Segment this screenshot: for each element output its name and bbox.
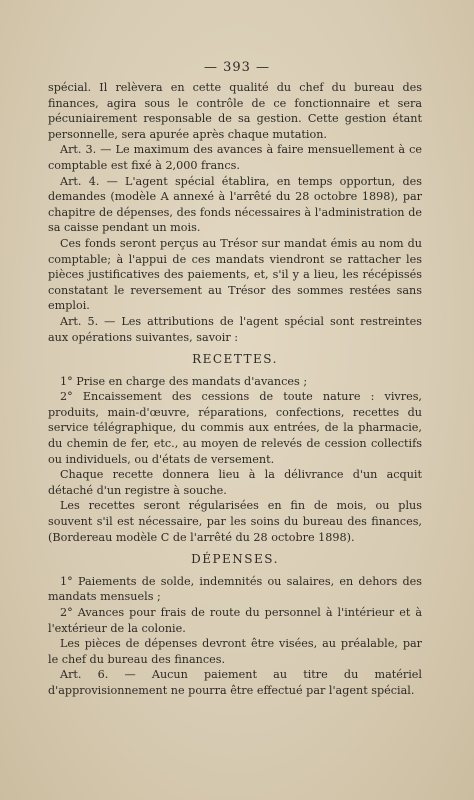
paragraph-recette-1: 1° Prise en charge des mandats d'avances ; — [60, 374, 308, 388]
paragraph-recette-2: 2° Encaissement des cessions de toute nature : vivres, produits, main-d'œuvre, réparations, confections, recettes du service télégraphique, du commis aux entrées, de la pharmacie, du chemin de fer, etc., au moyen de relevés de cession collectifs ou individuels, ou d'états de versement. — [48, 390, 422, 466]
paragraph-art-5: Art. 5. — Les attributions de l'agent spécial sont restreintes aux opérations suivantes, savoir : — [48, 314, 422, 344]
paragraph-depense-visa: Les pièces de dépenses devront être visées, au préalable, par le chef du bureau des finances. — [48, 637, 422, 666]
page-number: — 393 — — [203, 60, 271, 75]
paragraph-recette-acquit: Chaque recette donnera lieu à la délivrance d'un acquit détaché d'un registre à souche. — [48, 468, 422, 497]
body-text — [48, 80, 422, 699]
heading-recettes: RECETTES. — [192, 352, 278, 367]
paragraph-special: spécial. Il relèvera en cette qualité du chef du bureau des finances, agira sous le contrôle de ce fonctionnaire et sera pécuniairement responsable de sa gestion. Cette gestion étant personnelle, sera apurée après chaque mutation. — [48, 81, 422, 141]
paragraph-art-4: Art. 4. — L'agent spécial établira, en temps opportun, des demandes (modèle A annexé à l'arrêté du 28 octobre 1898), par chapitre de dépenses, des fonds nécessaires à l'administration de sa caisse pendant un mois. — [48, 174, 422, 235]
paragraph-art-6: Art. 6. — Aucun paiement au titre du matériel d'approvisionnement ne pourra être effectué par l'agent spécial. — [48, 668, 422, 697]
paragraph-fonds: Ces fonds seront perçus au Trésor sur mandat émis au nom du comptable; à l'appui de ces mandats viendront se rattacher les pièces justificatives des paiements, et, s'il y a lieu, les récépissés constatant le reversement au Trésor des sommes restées sans emploi. — [48, 236, 422, 313]
paragraph-recette-regularisation: Les recettes seront régularisées en fin de mois, ou plus souvent s'il est nécessaire, par les soins du bureau des finances, (Bordereau modèle C de l'arrêté du 28 octobre 1898). — [48, 499, 422, 544]
paragraph-art-3: Art. 3. — Le maximum des avances à faire mensuellement à ce comptable est fixé à 2,000 francs. — [48, 143, 422, 172]
paragraph-depense-2: 2° Avances pour frais de route du personnel à l'intérieur et à l'extérieur de la colonie. — [48, 606, 422, 635]
heading-depenses: DÉPENSES. — [191, 552, 279, 567]
paragraph-depense-1: 1° Paiements de solde, indemnités ou salaires, en dehors des mandats mensuels ; — [48, 574, 422, 604]
